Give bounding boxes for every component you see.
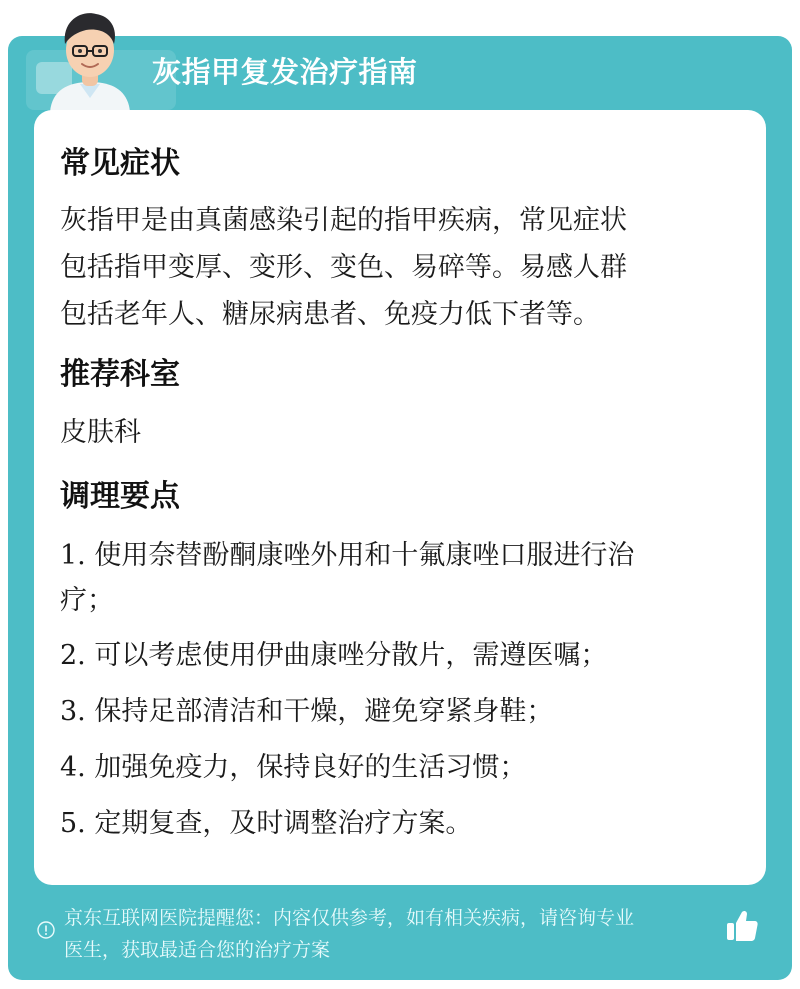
symptoms-line: 包括老年人、糖尿病患者、免疫力低下者等。 <box>60 299 600 330</box>
list-item-text: 可以考虑使用伊曲康唑分散片，需遵医嘱； <box>94 640 608 671</box>
list-item <box>60 689 740 735</box>
list-item-text: 定期复查，及时调整治疗方案。 <box>94 808 473 839</box>
info-icon <box>37 921 55 939</box>
list-item <box>60 745 740 791</box>
list-item-continuation: 疗； <box>60 585 114 616</box>
list-item-text: 使用奈替酚酮康唑外用和十氟康唑口服进行治 <box>94 540 635 571</box>
department-text: 皮肤科 <box>60 417 141 448</box>
list-item-number: 2. <box>60 640 86 671</box>
symptoms-line: 灰指甲是由真菌感染引起的指甲疾病，常见症状 <box>60 205 627 236</box>
list-item <box>60 633 740 679</box>
section-heading-care: 调理要点 <box>60 479 180 514</box>
list-item-number: 1. <box>60 540 86 571</box>
section-heading-symptoms: 常见症状 <box>60 146 180 181</box>
symptoms-line: 包括指甲变厚、变形、变色、易碎等。易感人群 <box>60 252 627 283</box>
list-item <box>60 801 740 847</box>
disclaimer-line: 京东互联网医院提醒您：内容仅供参考，如有相关疾病，请咨询专业 <box>64 907 635 929</box>
doctor-avatar <box>46 6 134 112</box>
list-item-number: 5. <box>60 808 86 839</box>
thumbs-up-icon[interactable] <box>724 908 760 944</box>
list-item-text: 加强免疫力，保持良好的生活习惯； <box>94 752 527 783</box>
list-item-number: 4. <box>60 752 86 783</box>
list-item-number: 3. <box>60 696 86 727</box>
disclaimer <box>64 902 734 966</box>
section-heading-department: 推荐科室 <box>60 357 180 392</box>
page-title: 灰指甲复发治疗指南 <box>152 55 418 89</box>
list-item <box>60 533 740 579</box>
list-item-text: 保持足部清洁和干燥，避免穿紧身鞋； <box>94 696 554 727</box>
disclaimer-line: 医生，获取最适合您的治疗方案 <box>64 939 331 961</box>
